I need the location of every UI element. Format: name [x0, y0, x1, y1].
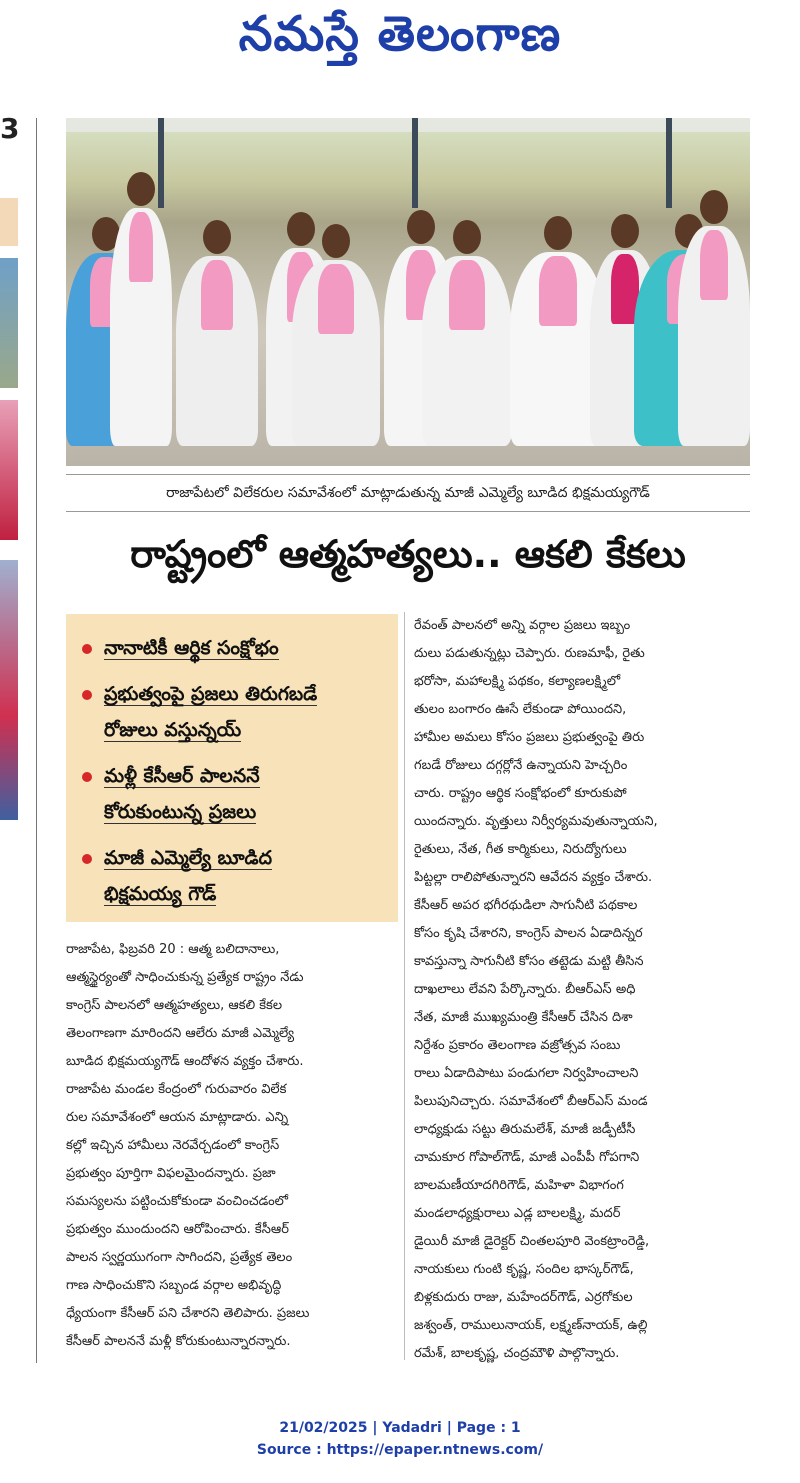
article-line: బాలమణీయాదగిరిగౌడ్, మహిళా విభాగంగ [414, 1178, 624, 1193]
article-line: భరోసా, మహాలక్ష్మి పథకం, కల్యాణలక్ష్మిలో [414, 674, 621, 689]
article-line: యిందన్నారు. వృత్తులు నిర్వీర్యమవుతున్నాయని, [414, 814, 658, 829]
article-line: హామీల అమలు కోసం ప్రజలు ప్రభుత్వంపై తిరు [414, 730, 645, 745]
highlight-text: ప్రభుత్వంపై ప్రజలు తిరుగబడే [104, 683, 318, 705]
highlight-text: భిక్షమయ్య గౌడ్ [104, 883, 217, 905]
bullet-icon [82, 690, 92, 700]
masthead [0, 0, 800, 80]
article-body-left [66, 936, 398, 1356]
highlight-text: మళ్లీ కేసీఆర్ పాలననే [104, 765, 260, 787]
article-line: మండలాధ్యక్షురాలు ఎడ్ల బాలలక్ష్మి, మదర్ [414, 1206, 621, 1221]
article-line: బిళ్లకుదురు రాజు, మహేందర్‌గౌడ్, ఎర్రగోకుల [414, 1290, 633, 1305]
article-line: దులు పడుతున్నట్లు చెప్పారు. రుణమాఫీ, రైతు [414, 646, 645, 661]
article-line: గాణ సాధించుకొని సబ్బండ వర్గాల అభివృద్ధి [66, 1278, 282, 1293]
pink-scarf [449, 260, 485, 330]
person-head [287, 212, 315, 246]
article-line: రుల సమావేశంలో ఆయన మాట్లాడారు. ఎన్ని [66, 1110, 289, 1125]
article-line: పిట్టల్లా రాలిపోతున్నారని ఆవేదన వ్యక్తం చేశారు. [414, 870, 653, 885]
tent-pole [666, 118, 672, 208]
person-head [203, 220, 231, 254]
article-line: తులం బంగారం ఊసే లేకుండా పోయిందని, [414, 702, 627, 717]
highlight-text: కోరుకుంటున్న ప్రజలు [104, 801, 257, 823]
article-line: జశ్వంత్, రాములునాయక్, లక్ష్మణ్‌నాయక్, ఉల్లి [414, 1318, 648, 1333]
article-line: ధ్యేయంగా కేసీఆర్ పని చేశారని తెలిపారు. ప్రజలు [66, 1306, 310, 1321]
article-line: డైయిరీ మాజీ డైరెక్టర్ చింతలపూరి వెంకట్రాంరెడ్డి, [414, 1234, 650, 1249]
adjacent-image-strip [0, 560, 18, 820]
article-body-right [414, 612, 752, 1368]
article-line: కోసం కృషి చేశారని, కాంగ్రెస్ పాలన ఏడాదిన్నర [414, 926, 643, 941]
adjacent-image-strip [0, 198, 18, 246]
highlight-text: నానాటికీ ఆర్థిక సంక్షోభం [104, 637, 279, 659]
pink-scarf [201, 260, 234, 330]
article-line: గబడే రోజులు దగ్గర్లోనే ఉన్నాయని హెచ్చరిం [414, 758, 628, 773]
article-line: చామకూర గోపాల్‌గౌడ్, మాజీ ఎంపీపీ గోపగాని [414, 1150, 640, 1165]
bullet-icon [82, 644, 92, 654]
footer-dateline: 21/02/2025 | Yadadri | Page : 1 [279, 1420, 521, 1436]
pink-scarf [318, 264, 353, 334]
highlight-item [82, 630, 279, 666]
bullet-icon [82, 854, 92, 864]
person-head [611, 214, 639, 248]
article-line: రేవంత్ పాలనలో అన్ని వర్గాల ప్రజలు ఇబ్బం [414, 618, 631, 633]
article-line: కేసీఆర్ అపర భగీరథుడిలా సాగునీటి పథకాల [414, 898, 638, 913]
article-line: నాయకులు గుంటి కృష్ణ, సందిల భాస్కర్‌గౌడ్, [414, 1262, 634, 1277]
tent-pole [158, 118, 164, 208]
highlight-item [82, 840, 272, 912]
highlight-text: మాజీ ఎమ్మెల్యే బూడిద [104, 847, 272, 869]
article-line: దాఖలాలు లేవని పేర్కొన్నారు. బీఆర్ఎస్ అధి [414, 982, 636, 997]
article-line: కాంగ్రెస్ పాలనలో ఆత్మహత్యలు, ఆకలి కేకల [66, 998, 283, 1013]
adjacent-image-strip [0, 400, 18, 540]
article-line: ప్రభుత్వం పూర్తిగా విఫలమైందన్నారు. ప్రజా [66, 1166, 276, 1181]
tent-roof [66, 118, 750, 132]
article-line: పిలుపునిచ్చారు. సమావేశంలో బీఆర్ఎస్ మండ [414, 1094, 648, 1109]
article-line: రైతులు, నేత, గీత కార్మికులు, నిరుద్యోగులు [414, 842, 627, 857]
news-photo [66, 118, 750, 466]
article-line: రమేశ్, బాలకృష్ణ, చంద్రమౌళి పాల్గొన్నారు. [414, 1346, 620, 1361]
article-line: రాజాపేట మండల కేంద్రంలో గురువారం విలేక [66, 1082, 287, 1097]
adjacent-image-strip [0, 258, 18, 388]
pink-scarf [539, 256, 577, 326]
column-divider [404, 612, 405, 1360]
pink-scarf [700, 230, 729, 300]
article-line: నేత, మాజీ ముఖ్యమంత్రి కేసీఆర్ చేసిన దిశా [414, 1010, 633, 1025]
article-line: రాలు ఏడాదిపాటు పండుగలా నిర్వహించాలని [414, 1066, 639, 1081]
article-line: ఆత్మస్థైర్యంతో సాధించుకున్న ప్రత్యేక రాష్ట్రం నేడు [66, 970, 304, 985]
article-line: బూడిద భిక్షమయ్యగౌడ్ ఆందోళన వ్యక్తం చేశారు. [66, 1054, 304, 1069]
article-line: కల్లో ఇచ్చిన హామీలు నెరవేర్చడంలో కాంగ్రెస్ [66, 1138, 280, 1153]
person-head [127, 172, 155, 206]
masthead-title: నమస్తే తెలంగాణ [238, 6, 562, 62]
highlights-box [66, 614, 398, 922]
adjacent-article-fragment: 3 [0, 112, 20, 145]
article-line: కేసీఆర్ పాలననే మళ్లీ కోరుకుంటున్నారన్నారు. [66, 1334, 291, 1349]
article-line: తెలంగాణగా మారిందని ఆలేరు మాజీ ఎమ్మెల్యే [66, 1026, 295, 1041]
bullet-icon [82, 772, 92, 782]
tent-pole [412, 118, 418, 208]
article-line: ప్రభుత్వం ముందుందని ఆరోపించారు. కేసీఆర్ [66, 1222, 289, 1237]
highlight-text: రోజులు వస్తున్నయ్ [104, 719, 242, 741]
person-head [544, 216, 572, 250]
article-headline: రాష్ట్రంలో ఆత్మహత్యలు.. ఆకలి కేకలు [130, 532, 686, 576]
highlight-item [82, 758, 260, 830]
photo-caption: రాజాపేటలో విలేకరుల సమావేశంలో మాట్లాడుతున్న మాజీ ఎమ్మెల్యే బూడిద భిక్షమయ్యగౌడ్ [66, 474, 750, 512]
pink-scarf [129, 212, 154, 282]
person-head [407, 210, 435, 244]
article-line: పాలన స్వర్ణయుగంగా సాగిందని, ప్రత్యేక తెలం [66, 1250, 293, 1265]
footer-source: Source : https://epaper.ntnews.com/ [256, 1442, 544, 1458]
article-line: కావస్తున్నా సాగునీటి కోసం తట్టెడు మట్టి తీసిన [414, 954, 644, 969]
article-line: రాజాపేట, ఫిబ్రవరి 20 : ఆత్మ బలిదానాలు, [66, 942, 280, 957]
highlight-item [82, 676, 317, 748]
article-line: నిర్దేశం ప్రకారం తెలంగాణ వజ్రోత్సవ సంబు [414, 1038, 621, 1053]
person-head [322, 224, 350, 258]
article-line: సమస్యలను పట్టించుకోకుండా వంచించడంలో [66, 1194, 289, 1209]
person-head [700, 190, 728, 224]
column-rule [36, 118, 37, 1363]
article-line: చారు. రాష్ట్రం ఆర్థిక సంక్షోభంలో కూరుకుపో [414, 786, 627, 801]
article-line: లాధ్యక్షుడు సట్టు తిరుమలేశ్, మాజీ జడ్పీటీసీ [414, 1122, 636, 1137]
person-head [453, 220, 481, 254]
